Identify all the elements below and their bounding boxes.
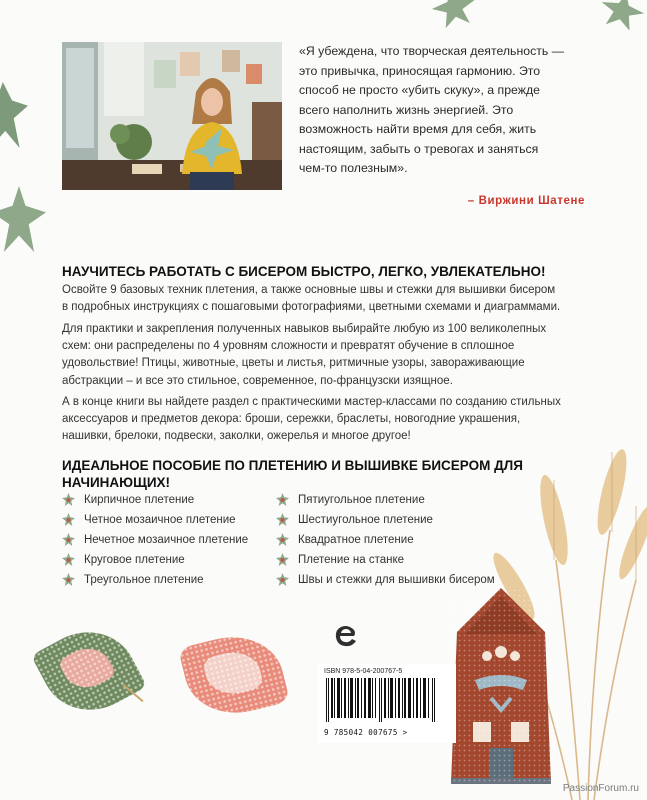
isbn-barcode-block bbox=[318, 664, 456, 743]
quote-line: возможность найти время для себя, жить bbox=[299, 122, 537, 136]
paragraph-line: аксессуаров и предметов декора: броши, сережки, браслеты, новогодние украшения, bbox=[62, 413, 521, 426]
author-quote bbox=[299, 42, 599, 179]
bead-bullet-icon bbox=[62, 553, 75, 566]
bead-bullet-icon bbox=[62, 533, 75, 546]
bead-bullet-icon bbox=[62, 573, 75, 586]
quote-line: чем-то полезным». bbox=[299, 161, 408, 175]
barcode bbox=[324, 678, 438, 722]
quote-line: всего наполнить жизнь энергией. Это bbox=[299, 102, 514, 117]
bead-bullet-icon bbox=[276, 573, 289, 586]
publisher-logo-icon bbox=[332, 622, 360, 650]
quote-line: «Я убеждена, что творческая деятельность — bbox=[299, 44, 564, 58]
list-item: Четное мозаичное плетение bbox=[62, 510, 248, 530]
green-bead-star-left-bottom bbox=[0, 186, 46, 252]
list-item: Круговое плетение bbox=[62, 550, 248, 570]
bead-bullet-icon bbox=[276, 533, 289, 546]
bead-bullet-icon bbox=[276, 513, 289, 526]
paragraph-schemes bbox=[62, 321, 597, 390]
quote-author: – Виржини Шатене bbox=[467, 195, 585, 207]
techniques-list-left bbox=[62, 490, 248, 590]
bead-bullet-icon bbox=[62, 493, 75, 506]
paragraph-line: схем: они распределены по 4 уровням сложности и превратят обучение в сплошное bbox=[62, 340, 515, 353]
paragraph-line: удовольствие! Птицы, животные, цветы и листья, ритмичные узоры, завораживающие bbox=[62, 357, 525, 370]
list-item: Плетение на станке bbox=[276, 550, 495, 570]
list-item: Пятиугольное плетение bbox=[276, 490, 495, 510]
bead-house-ornament bbox=[447, 588, 555, 784]
bead-bullet-icon bbox=[276, 553, 289, 566]
paragraph-line: абстракции – и все это стильное, современное, по-французски изящное. bbox=[62, 374, 453, 387]
green-bead-star-left-top bbox=[0, 82, 28, 148]
paragraph-line: нашивки, брелоки, подвески, заколки, ожерелья и многое другое! bbox=[62, 430, 411, 443]
paragraph-line: А в конце книги вы найдете раздел с практическими мастер-классами по созданию стильных bbox=[62, 396, 561, 408]
list-item: Треугольное плетение bbox=[62, 570, 248, 590]
list-item: Нечетное мозаичное плетение bbox=[62, 530, 248, 550]
bead-bullet-icon bbox=[276, 493, 289, 506]
watermark-text: PassionForum.ru bbox=[562, 783, 639, 794]
list-item: Шестиугольное плетение bbox=[276, 510, 495, 530]
secondary-heading: ИДЕАЛЬНОЕ ПОСОБИЕ ПО ПЛЕТЕНИЮ И ВЫШИВКЕ БИСЕРОМ ДЛЯ НАЧИНАЮЩИХ! bbox=[62, 458, 523, 490]
quote-line: способ не просто «убить скуку», а прежде bbox=[299, 83, 540, 97]
paragraph-line: Для практики и закрепления полученных навыков выбирайте любую из 100 великолепных bbox=[62, 323, 547, 335]
quote-line: это привычка, приносящая гармонию. Это bbox=[299, 63, 541, 78]
quote-line: настоящим, забыть о тревогах и заняться bbox=[299, 141, 539, 156]
paragraph-techniques bbox=[62, 282, 597, 316]
green-bead-star-top-right bbox=[596, 0, 647, 33]
bead-bullet-icon bbox=[62, 513, 75, 526]
author-photo bbox=[62, 42, 282, 190]
barcode-number: 9 785042 007675 > bbox=[324, 728, 408, 737]
green-bead-star-top bbox=[429, 0, 480, 30]
isbn-text: ISBN 978-5-04-200767-5 bbox=[324, 668, 403, 675]
list-item: Швы и стежки для вышивки бисером bbox=[276, 570, 495, 590]
paragraph-line: в подробных инструкциях с пошаговыми фотографиями, цветными схемами и диаграммами. bbox=[62, 301, 561, 314]
list-item: Квадратное плетение bbox=[276, 530, 495, 550]
list-item: Кирпичное плетение bbox=[62, 490, 248, 510]
paragraph-line: Освойте 9 базовых техник плетения, а также основные швы и стежки для вышивки бисером bbox=[62, 284, 556, 296]
main-heading: НАУЧИТЕСЬ РАБОТАТЬ С БИСЕРОМ БЫСТРО, ЛЕГКО, УВЛЕКАТЕЛЬНО! bbox=[62, 264, 546, 279]
